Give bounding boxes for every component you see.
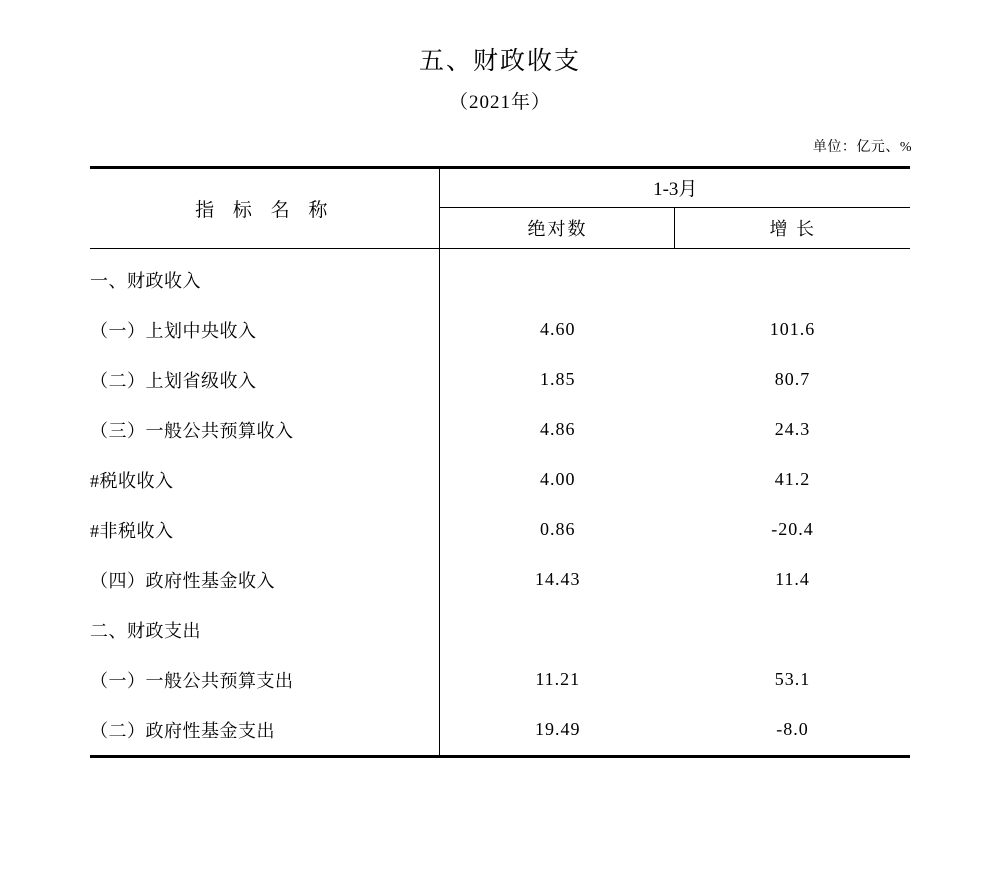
row-growth: 53.1 <box>774 669 811 689</box>
row-absolute <box>440 605 675 655</box>
row-absolute: 4.00 <box>539 469 576 489</box>
table-row <box>90 248 910 305</box>
row-label: （一）一般公共预算支出 <box>90 655 440 705</box>
row-absolute <box>440 248 675 305</box>
title-block <box>0 46 1000 114</box>
table-row <box>90 605 910 655</box>
row-growth: 24.3 <box>774 419 811 439</box>
header-period: 1-3月 <box>440 167 910 207</box>
table-row <box>90 555 910 605</box>
row-growth <box>675 248 910 305</box>
unit-note: 单位：亿元、% <box>812 139 912 155</box>
row-growth: 41.2 <box>774 469 811 489</box>
finance-table <box>90 166 910 755</box>
row-growth: -8.0 <box>776 719 809 739</box>
row-absolute: 11.21 <box>535 669 581 689</box>
row-absolute: 14.43 <box>534 569 581 589</box>
row-label: （二）上划省级收入 <box>90 355 440 405</box>
header-column-absolute: 绝对数 <box>440 207 675 248</box>
table-row <box>90 355 910 405</box>
row-absolute: 1.85 <box>539 369 576 389</box>
table-row <box>90 455 910 505</box>
row-label: #非税收入 <box>90 505 440 555</box>
table-row <box>90 705 910 755</box>
table-row <box>90 305 910 355</box>
table-header-row-1 <box>90 167 910 207</box>
row-growth: 101.6 <box>769 319 816 339</box>
header-column-growth: 增 长 <box>675 207 910 248</box>
row-label: 一、财政收入 <box>90 248 440 305</box>
row-label: 二、财政支出 <box>90 605 440 655</box>
page-subtitle: （2021年） <box>448 91 551 113</box>
row-label: （一）上划中央收入 <box>90 305 440 355</box>
row-label: （二）政府性基金支出 <box>90 705 440 755</box>
table-row <box>90 655 910 705</box>
document-page <box>0 46 1000 892</box>
row-label: （三）一般公共预算收入 <box>90 405 440 455</box>
table-row <box>90 505 910 555</box>
row-absolute: 4.60 <box>539 319 576 339</box>
row-growth: -20.4 <box>771 519 814 539</box>
row-absolute: 4.86 <box>539 419 576 439</box>
row-growth <box>675 605 910 655</box>
row-label: （四）政府性基金收入 <box>90 555 440 605</box>
page-title: 五、财政收支 <box>418 48 581 75</box>
table-bottom-rule <box>90 755 910 758</box>
header-indicator-name: 指 标 名 称 <box>90 167 440 248</box>
row-absolute: 19.49 <box>534 719 581 739</box>
row-absolute: 0.86 <box>539 519 576 539</box>
table-row <box>90 405 910 455</box>
row-label: #税收收入 <box>90 455 440 505</box>
row-growth: 80.7 <box>774 369 811 389</box>
row-growth: 11.4 <box>775 569 810 589</box>
